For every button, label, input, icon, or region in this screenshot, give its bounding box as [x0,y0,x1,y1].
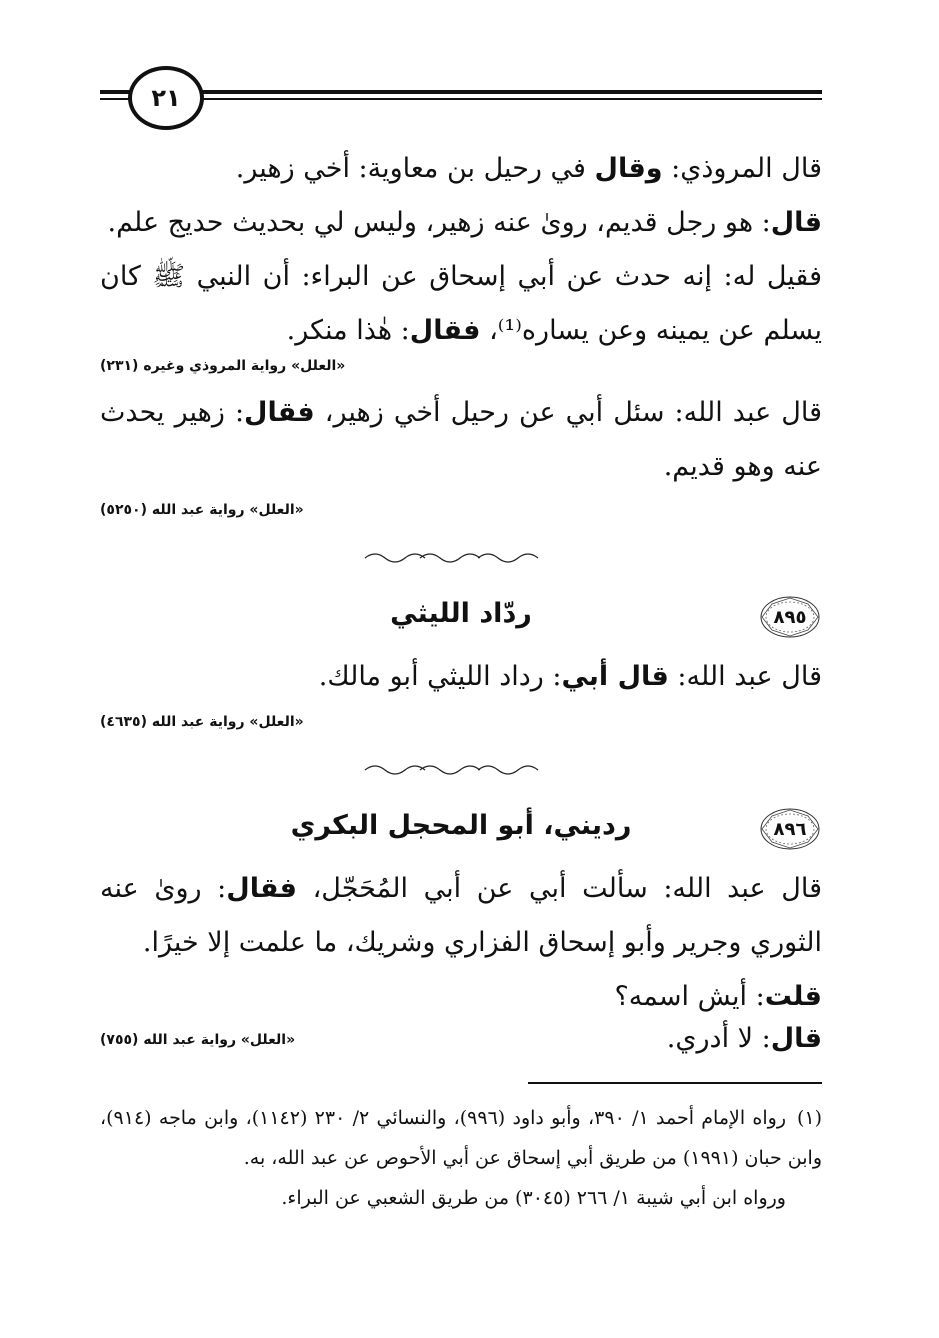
block1-text [100,142,822,358]
entry-896-answer-line [100,1012,822,1066]
ornament-separator [360,764,540,776]
block1-line1: قال المروذي: وقال في رحيل بن معاوية: أخي زهير. [235,153,822,184]
ornament-separator [360,552,540,564]
entry-895-title: ردّاد الليثي [390,598,532,629]
header-rule-thin [100,98,822,100]
entry-896-answer: قال: لا أدري. [666,1023,822,1054]
entry-896-question: قلت: أيش اسمه؟ [614,981,822,1012]
footnote-1: (١)رواه الإمام أحمد ١/ ٣٩٠، وأبو داود (٩٩٦)، والنسائي ٢/ ٢٣٠ (١١٤٢)، وابن ماجه (٩١٤)، وابن حبان (١٩٩١) من طريق أبي إسحاق عن أبي الأحوص عن عبد الله، به. [100,1107,822,1169]
entry-896-text: قال عبد الله: سألت أبي عن أبي المُحَجّل، فقال: روىٰ عنه الثوري وجرير وأبو إسحاق الفزاري وشريك، ما علمت إلا خيرًا. قلت: أيش اسمه؟ [100,862,822,1024]
footnote-divider [528,1082,822,1084]
entry-896-title: رديني، أبو المحجل البكري [290,810,632,841]
entry-895-source: «العلل» رواية عبد الله (٤٦٣٥) [100,714,304,730]
entry-895-text: قال عبد الله: قال أبي: رداد الليثي أبو مالك. [318,661,822,692]
page-number: ٢١ [128,66,204,130]
block1-line3: فقيل له: إنه حدث عن أبي إسحاق عن البراء: أن النبي ﷺ كان يسلم عن يمينه وعن يساره⁽¹⁾، فقال: هٰذا منكر. [100,261,822,346]
footnotes [100,1098,822,1218]
header-rule-thick [100,90,822,94]
block2-text: قال عبد الله: سئل أبي عن رحيل أخي زهير، فقال: زهير يحدث عنه وهو قديم. [100,397,822,482]
block1-source: «العلل» رواية المروذي وغيره (٢٣١) [100,358,346,374]
footnote-1-cont: ورواه ابن أبي شيبة ١/ ٢٦٦ (٣٠٤٥) من طريق الشعبي عن البراء. [281,1187,786,1209]
entry-896-header [100,806,822,856]
entry-number-badge: ٨٩٦ [758,806,822,852]
block1-line2: قال: هو رجل قديم، روىٰ عنه زهير، وليس لي بحديث حديج علم. [107,207,822,238]
entry-895-header [100,594,822,644]
entry-number-badge: ٨٩٥ [758,594,822,640]
entry-896-source: «العلل» رواية عبد الله (٧٥٥) [100,1032,296,1048]
block2-source: «العلل» رواية عبد الله (٥٢٥٠) [100,502,304,518]
